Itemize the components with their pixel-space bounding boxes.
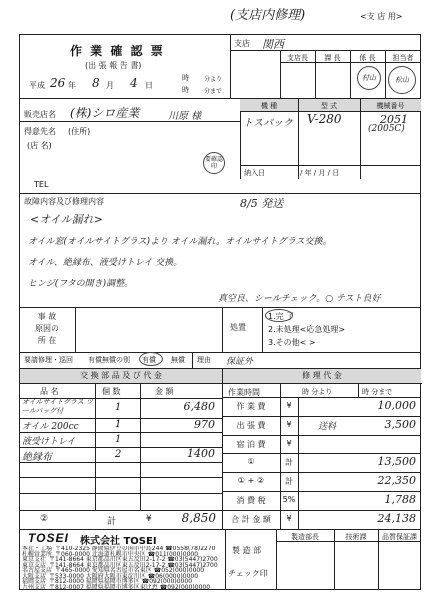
work-time-from: 時 分より	[302, 388, 333, 396]
year-value: 26	[50, 76, 66, 90]
repair-row-line	[222, 491, 421, 492]
address-label: (住所)	[68, 127, 91, 136]
sign-quality: 品質保証課	[382, 533, 417, 541]
month-value: 8	[92, 76, 100, 90]
repair-item-label: ① + ②	[237, 476, 265, 486]
part-qty: 1	[115, 419, 122, 430]
parts-total-yen: ¥	[146, 514, 152, 524]
parts-header-amount: 金 額	[155, 387, 174, 396]
failure-label: 故障内容及び修理内容	[24, 197, 104, 206]
part-qty: 1	[115, 434, 122, 445]
day-unit: 日	[145, 81, 153, 90]
time-from-hour: 時	[182, 74, 189, 82]
part-amount: 1400	[187, 447, 215, 460]
sign-technical: 技術課	[345, 533, 367, 541]
repair-item-symbol: ¥	[286, 513, 292, 523]
repair-item-label: 出 張 費	[236, 420, 266, 430]
confirm-stamp: 要確認印	[203, 152, 225, 174]
branch-office-address: 〒812-0000 福岡県福岡市博多区 ☎092(000)0000	[49, 578, 193, 585]
part-qty: 1	[115, 402, 122, 413]
repair-row-line	[222, 435, 421, 436]
work-time-to: 時 分まで	[362, 388, 393, 396]
machine-type: V-280	[307, 112, 342, 126]
branch-office-name: 東京支社	[22, 556, 47, 563]
time-to-min: 分まで	[204, 88, 223, 95]
accident-label-line: 所 在	[37, 336, 57, 345]
part-name: 液受けトレイ	[22, 437, 76, 447]
part-name: オイルサイトグラス ツールバッグ付	[22, 398, 94, 415]
disposal-option-1: 1.完 了	[268, 312, 295, 321]
dealer-label: 販売店名	[24, 110, 56, 119]
time-from-min: 分より	[204, 76, 223, 83]
branch-office-address: 〒141-8664 東京都品川区東五反田2-17-2 ☎03(5447)2700	[49, 556, 218, 563]
repair-row-line	[222, 416, 421, 417]
repair-item-value: 22,350	[377, 474, 416, 488]
parts-total-text: 計	[107, 517, 117, 527]
paid-value: 有償	[142, 356, 156, 364]
dealer-person: 川原 様	[168, 111, 202, 122]
repair-item-value: 10,000	[377, 399, 416, 412]
repair-item-value: 1,788	[384, 493, 416, 506]
repair-item-value: 24,138	[377, 511, 416, 525]
paid-label: 有償無償の別	[88, 356, 130, 364]
tosei-logo: TOSEI	[28, 531, 69, 545]
header-model: 機 種	[260, 102, 278, 110]
role-section-chief: 課 長	[324, 54, 341, 62]
failure-line-2: オイル窓(オイルサイトグラス)より オイル漏れ。オイルサイトグラス交換。	[28, 237, 332, 247]
parts-total-value: 8,850	[181, 511, 216, 525]
parts-header-qty: 個 数	[102, 387, 121, 396]
failure-line-1: <オイル漏れ>	[30, 213, 103, 226]
repair-item-label: 消 費 税	[236, 496, 266, 505]
header-serial: 機械番号	[376, 102, 405, 110]
company-name: 株式会社 TOSEI	[80, 536, 157, 547]
branch-office-name: 九州支店	[22, 583, 47, 590]
branch-office-address: 〒465-0000 愛知県名古屋市名東区 ☎052(000)0000	[55, 567, 205, 574]
sign-manufacturing-manager: 製造部長	[291, 533, 319, 541]
accident-label-line: 原因の	[35, 324, 59, 333]
free-value: 無償	[171, 356, 185, 364]
machine-serial-note: (2005C)	[368, 124, 405, 134]
branch-value: 関西	[262, 38, 284, 51]
repair-item-label: 合 計 金 額	[231, 514, 271, 524]
form-title: 作 業 確 認 票	[70, 44, 165, 58]
time-to-hour: 時	[182, 86, 189, 94]
branch-office-name: 東京支店	[22, 561, 47, 569]
request-label: 要請修理・巡回	[24, 356, 73, 364]
branch-office-address: 〒812-0007 福岡県福岡市博多区東比恵 ☎092(000)0000	[49, 583, 211, 590]
role-subsection-chief: 係 長	[359, 54, 376, 62]
disposal-label: 処置	[230, 323, 246, 332]
repair-item-label: 作 業 費	[236, 402, 266, 411]
role-branch-manager: 支店長	[287, 54, 308, 62]
repair-item-symbol: ¥	[286, 438, 292, 448]
accident-label-line: 事 故	[37, 312, 57, 321]
header-type: 型 式	[320, 102, 338, 110]
part-amount: 6,480	[183, 400, 215, 413]
month-unit: 月	[106, 81, 114, 90]
repair-item-symbol: ¥	[286, 419, 292, 429]
branch-office-name: 札幌営業所	[22, 550, 53, 558]
reason-label: 理由	[197, 356, 211, 364]
delivery-label: 納入日	[244, 169, 265, 177]
repair-item-value: 13,500	[377, 455, 416, 469]
dept-label: 製 造 部	[232, 546, 262, 555]
failure-line-3: オイル、絶縁布、液受けトレイ 交換。	[28, 258, 183, 268]
repair-item-label: ①	[247, 457, 255, 467]
repair-row-line	[222, 472, 421, 473]
day-value: 4	[130, 76, 138, 90]
branch-office-name: 本社・工場	[22, 546, 53, 552]
paid-circle	[139, 352, 163, 366]
accident-label	[19, 311, 75, 347]
branch-label: 支店	[234, 39, 250, 48]
repair-item-label: 宿 泊 費	[236, 439, 266, 449]
staff-seal: 松山	[388, 66, 416, 94]
repair-item-symbol: ¥	[286, 401, 292, 410]
parts-section-title: 交 換 部 品 及 び 代 金	[20, 369, 222, 383]
shop-label: (店 名)	[27, 141, 52, 150]
repair-item-note: 送料	[318, 421, 337, 432]
failure-line-4: ヒンジ(フタの開き)調整。	[28, 279, 134, 289]
repair-item-symbol: 計	[285, 477, 293, 487]
form-subtitle: (出 張 報 告 書)	[85, 61, 142, 70]
shipped-note: 8/5 発送	[240, 197, 284, 210]
repair-item-symbol: 計	[285, 458, 293, 468]
repair-item-symbol: 5%	[282, 495, 296, 504]
work-time-label: 作業時間	[228, 388, 260, 397]
branch-office-name: 大阪支店	[22, 572, 47, 580]
machine-serial: 2051	[380, 113, 408, 126]
reason-value: 保証外	[226, 357, 254, 367]
machine-model: トスパック	[243, 118, 293, 129]
branch-address-list	[22, 546, 222, 590]
tel-label: TEL	[34, 180, 49, 189]
approval-seal: 村山	[357, 66, 381, 90]
branch-office-address: 〒060-0000 北海道札幌市中央区 ☎011(000)0000	[55, 550, 199, 558]
era-label: 平成	[29, 81, 45, 90]
repair-row-line	[222, 510, 421, 511]
disposal-option-2: 2.未処理<応急処理>	[268, 325, 346, 334]
customer-label: 得意先名	[24, 127, 56, 136]
part-amount: 970	[194, 418, 215, 431]
part-qty: 2	[115, 449, 122, 460]
delivery-date: / 年 / 月 / 日	[300, 169, 340, 177]
part-name: オイル 200cc	[22, 422, 79, 432]
dealer-value: (株)シロ産業	[70, 106, 140, 120]
copy-type-label: <支 店 用>	[360, 12, 403, 21]
branch-office-name: 名古屋支店	[22, 567, 53, 574]
repair-item-value: 3,500	[384, 417, 416, 431]
parts-header-name: 品 名	[40, 387, 59, 396]
result-note: 真空良、シールチェック。○ テスト良好	[218, 294, 381, 304]
branch-office-address: 〒533-0000 大阪府大阪市東淀川区 ☎06(0000)0000	[49, 572, 199, 580]
repair-row-line	[222, 453, 421, 454]
check-label: チェック印	[228, 569, 268, 578]
branch-office-address: 〒141-8664 東京都品川区東五反田2-17-2 ☎03(5447)2700	[49, 561, 218, 569]
part-name: 絶縁布	[22, 452, 52, 463]
disposal-option-3: 3.その他< >	[268, 338, 316, 347]
branch-office-address: 〒410-2325 静岡県伊豆の国市中島244 ☎0558(78)2270	[55, 546, 216, 552]
branch-office-name: 福岡支店	[22, 578, 47, 585]
role-staff: 担当者	[392, 54, 414, 62]
year-unit: 年	[68, 81, 76, 90]
branch-address-row	[22, 585, 222, 591]
handwritten-title: (支店内修理)	[230, 8, 306, 23]
option-circle	[265, 309, 293, 322]
parts-total-label: ②	[40, 514, 49, 524]
repair-section-title: 修 理 代 金	[223, 369, 421, 383]
